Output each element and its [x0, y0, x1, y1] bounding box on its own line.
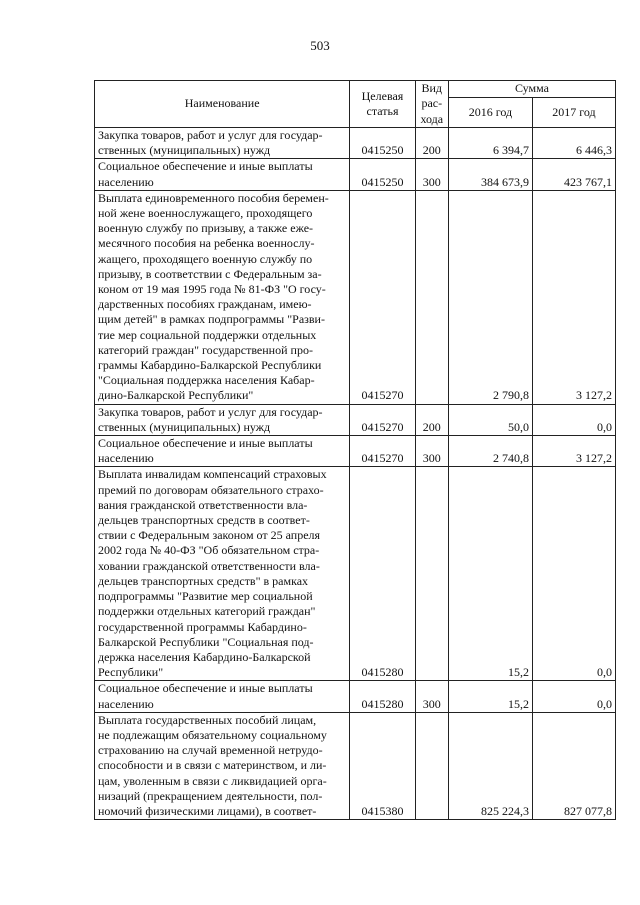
row-value-2017: 0,0: [532, 681, 615, 712]
header-name: Наименование: [95, 81, 350, 128]
row-value-2016: 6 394,7: [448, 128, 532, 159]
row-target: 0415270: [350, 404, 415, 435]
row-target: 0415250: [350, 159, 415, 190]
row-target: 0415380: [350, 712, 415, 819]
header-2016: 2016 год: [448, 98, 532, 128]
row-target: 0415280: [350, 681, 415, 712]
header-kind: Вид рас- хода: [415, 81, 448, 128]
row-kind: [415, 190, 448, 404]
row-kind: 200: [415, 128, 448, 159]
row-target: 0415280: [350, 467, 415, 681]
row-value-2016: 825 224,3: [448, 712, 532, 819]
table-row: [95, 128, 616, 159]
row-name: Социальное обеспечение и иные выплаты населению: [95, 681, 350, 712]
row-name: Социальное обеспечение и иные выплаты населению: [95, 159, 350, 190]
budget-table: [94, 80, 616, 820]
row-kind: 300: [415, 159, 448, 190]
row-name: Закупка товаров, работ и услуг для государ- ственных (муниципальных) нужд: [95, 404, 350, 435]
row-kind: [415, 712, 448, 819]
row-kind: 300: [415, 436, 448, 467]
row-target: 0415270: [350, 190, 415, 404]
row-value-2017: 3 127,2: [532, 436, 615, 467]
row-name: Выплата инвалидам компенсаций страховых премий по договорам обязательного страхо- вания гражданской ответственности вла- дельцев транспортных средств в соответ- ствии с Федеральным законом от 25 апреля 2002 года № 40-ФЗ "Об обязательном стра- ховании гражданской ответственности вла- дельцев транспортных средств" в рамках подпрограммы "Развитие мер социальной поддержки отдельных категорий граждан" государственной программы Кабардино- Балкарской Республики "Социальная под- держка населения Кабардино-Балкарской Республики": [95, 467, 350, 681]
row-value-2016: 2 790,8: [448, 190, 532, 404]
header-2017: 2017 год: [532, 98, 615, 128]
header-target: Целевая статья: [350, 81, 415, 128]
row-value-2016: 384 673,9: [448, 159, 532, 190]
row-name: Социальное обеспечение и иные выплаты населению: [95, 436, 350, 467]
row-value-2017: 827 077,8: [532, 712, 615, 819]
row-value-2016: 50,0: [448, 404, 532, 435]
table-row: [95, 467, 616, 681]
row-value-2016: 15,2: [448, 681, 532, 712]
table-row: [95, 190, 616, 404]
row-value-2017: 3 127,2: [532, 190, 615, 404]
row-value-2016: 15,2: [448, 467, 532, 681]
table-row: [95, 436, 616, 467]
row-kind: 200: [415, 404, 448, 435]
row-name: Закупка товаров, работ и услуг для государ- ственных (муниципальных) нужд: [95, 128, 350, 159]
header-sum: Сумма: [448, 81, 615, 98]
row-value-2017: 0,0: [532, 467, 615, 681]
row-target: 0415270: [350, 436, 415, 467]
table-row: [95, 681, 616, 712]
page-number: 503: [310, 38, 330, 53]
row-kind: [415, 467, 448, 681]
table-row: [95, 404, 616, 435]
row-value-2016: 2 740,8: [448, 436, 532, 467]
table-row: [95, 159, 616, 190]
row-kind: 300: [415, 681, 448, 712]
row-value-2017: 423 767,1: [532, 159, 615, 190]
row-target: 0415250: [350, 128, 415, 159]
row-name: Выплата государственных пособий лицам, не подлежащим обязательному социальному страхованию на случай временной нетрудо- способности и в связи с материнством, и ли- цам, уволенным в связи с ликвидацией орга- низаций (прекращением деятельности, пол- номочий физическими лицами), в соответ-: [95, 712, 350, 819]
table-row: [95, 712, 616, 819]
row-value-2017: 0,0: [532, 404, 615, 435]
row-name: Выплата единовременного пособия беремен- ной жене военнослужащего, проходящего военную службу по призыву, а также еже- месячного пособия на ребенка военнослу- жащего, проходящего военную службу по призыву, в соответствии с Федеральным за- коном от 19 мая 1995 года № 81-ФЗ "О госу- дарственных пособиях гражданам, имею- щим детей" в рамках подпрограммы "Разви- тие мер социальной поддержки отдельных категорий граждан" государственной про- граммы Кабардино-Балкарской Республики "Социальная поддержка населения Кабар- дино-Балкарской Республики": [95, 190, 350, 404]
row-value-2017: 6 446,3: [532, 128, 615, 159]
